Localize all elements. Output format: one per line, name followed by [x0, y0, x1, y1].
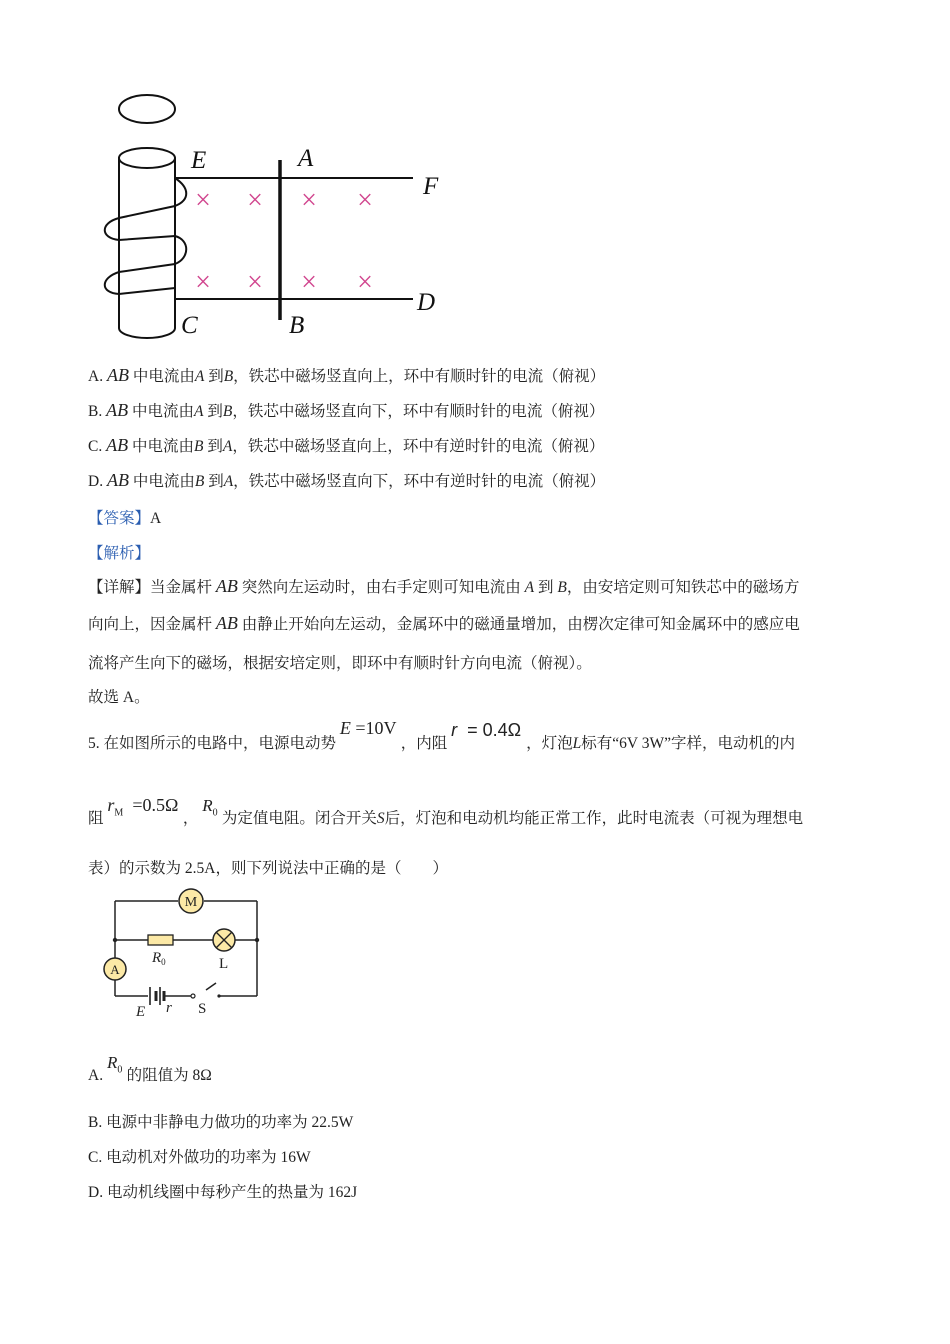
q5-line-1: 5. 在如图所示的电路中，电源电动势 E =10V ，内阻 r = 0.4Ω ，灯泡L标有“6V 3W”字样，电动机的内: [88, 718, 795, 752]
q5-line-3: 表）的示数为 2.5A，则下列说法中正确的是（ ）: [88, 860, 448, 877]
detail-line-1: 【详解】当金属杆 AB 突然向左运动时，由右手定则可知电流由 A 到 B，由安培定则可知铁芯中的磁场方: [88, 576, 800, 596]
analysis-tag: 【解析】: [88, 545, 151, 562]
detail-line-4: 故选 A。: [88, 689, 150, 706]
answer-line: 【答案】A: [88, 510, 162, 527]
motor-label: M: [184, 895, 198, 910]
emf-label: E: [136, 1004, 146, 1020]
label-b: B: [289, 312, 305, 339]
q5-option-d: D. 电动机线圈中每秒产生的热量为 162J: [88, 1184, 358, 1201]
field-mark: ×: [195, 185, 211, 216]
q4-option-d: D. AB 中电流由B 到A，铁芯中磁场竖直向下，环中有逆时针的电流（俯视）: [88, 470, 606, 490]
q4-option-c: C. AB 中电流由B 到A，铁芯中磁场竖直向上，环中有逆时针的电流（俯视）: [88, 435, 605, 455]
q4-option-b: B. AB 中电流由A 到B，铁芯中磁场竖直向下，环中有顺时针的电流（俯视）: [88, 400, 605, 420]
q5-option-a: A. $R_0$ 的阻值为 8Ω: [88, 1053, 212, 1084]
solenoid-rail-figure: [95, 88, 455, 343]
switch-label: S: [198, 1001, 207, 1017]
label-d: D: [417, 289, 436, 316]
q5-line-2: 阻 $r_M =0.5\Omega$ ， $R_0$ 为定值电阻。闭合开关S后，灯泡和电动机均能正常工作，此时电流表（可视为理想电: [88, 795, 804, 827]
ammeter-label: A: [110, 962, 120, 977]
field-mark: ×: [357, 185, 373, 216]
resistor-label: $R_0$: [152, 950, 166, 967]
field-mark: ×: [247, 185, 263, 216]
label-c: C: [181, 312, 198, 339]
label-e: E: [191, 147, 207, 174]
label-f: F: [423, 173, 439, 200]
field-mark: ×: [301, 185, 317, 216]
field-mark: ×: [195, 267, 211, 298]
field-mark: ×: [247, 267, 263, 298]
detail-line-3: 流将产生向下的磁场，根据安培定则，即环中有顺时针方向电流（俯视）。: [88, 655, 592, 672]
field-mark: ×: [301, 267, 317, 298]
field-mark: ×: [357, 267, 373, 298]
q4-option-a: A. AB 中电流由A 到B，铁芯中磁场竖直向上，环中有顺时针的电流（俯视）: [88, 365, 606, 385]
circuit-figure: [98, 886, 273, 1021]
q5-option-b: B. 电源中非静电力做功的功率为 22.5W: [88, 1114, 354, 1131]
q5-option-c: C. 电动机对外做功的功率为 16W: [88, 1149, 311, 1166]
lamp-label: L: [219, 956, 229, 972]
label-a: A: [298, 145, 314, 172]
internal-r-label: r: [166, 1000, 172, 1016]
detail-line-2: 向向上，因金属杆 AB 由静止开始向左运动，金属环中的磁通量增加，由楞次定律可知金属环中的感应电: [88, 613, 800, 633]
